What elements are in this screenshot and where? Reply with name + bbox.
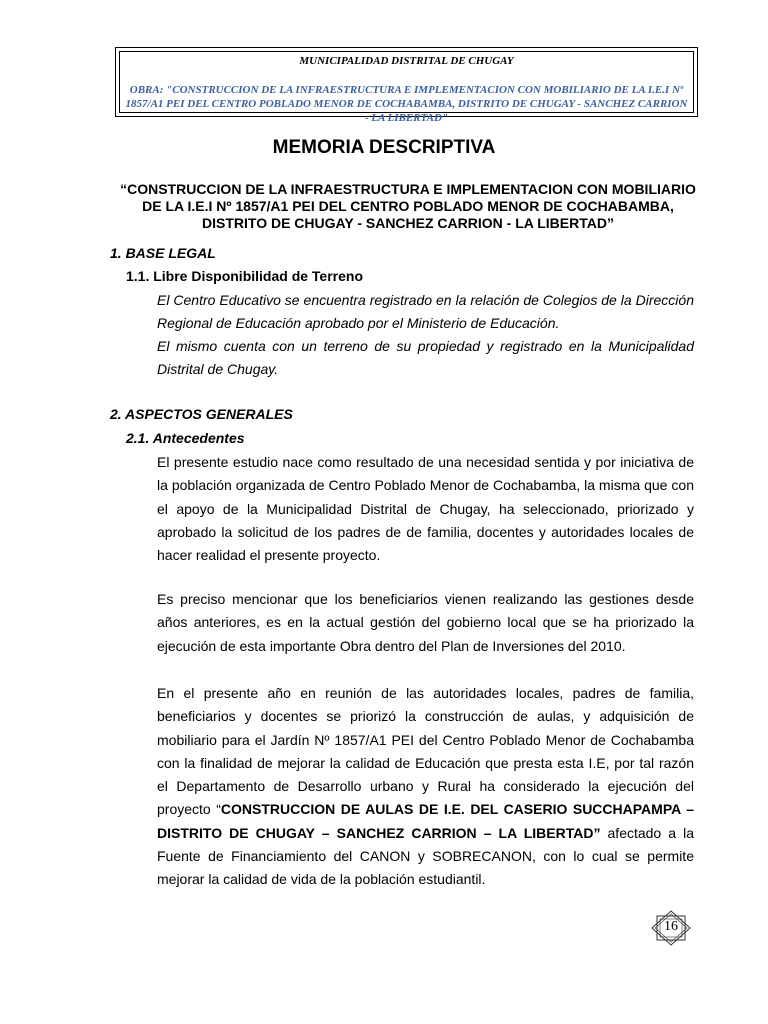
page-number-badge bbox=[651, 910, 691, 946]
section-2-1-paragraph-3 bbox=[157, 682, 694, 892]
page-header-inner-frame bbox=[119, 51, 694, 124]
section-1-1-paragraph-1: El Centro Educativo se encuentra registrado en la relación de Colegios de la Dirección Regional de Educación aprobado por el Ministerio de Educación. bbox=[157, 292, 694, 332]
paragraph-3-text-end: afectado a la Fuente de Financiamiento del CANON y SOBRECANON, con lo cual se permite mejorar la calidad de vida de la población estudiantil. bbox=[157, 824, 694, 888]
header-municipality: MUNICIPALIDAD DISTRITAL DE CHUGAY bbox=[299, 55, 514, 67]
section-1-1-heading: 1.1. Libre Disponibilidad de Terreno bbox=[126, 268, 364, 284]
section-2-heading: 2. ASPECTOS GENERALES bbox=[110, 406, 293, 422]
document-subtitle: “CONSTRUCCION DE LA INFRAESTRUCTURA E IMPLEMENTACION CON MOBILIARIO DE LA I.E.I Nº 1857/A1 PEI DEL CENTRO POBLADO MENOR DE COCHABAMBA, DISTRITO DE CHUGAY - SANCHEZ CARRION - LA LIBERTAD” bbox=[120, 181, 696, 231]
document-title: MEMORIA DESCRIPTIVA bbox=[272, 137, 496, 158]
page-number: 16 bbox=[664, 919, 678, 934]
section-2-1-paragraph-1: El presente estudio nace como resultado de una necesidad sentida y por iniciativa de la población organizada de Centro Poblado Menor de Cochabamba, la misma que con el apoyo de la Municipalidad Distrital de Chugay, ha seleccionado, priorizado y aprobado la solicitud de los padres de de familia, docentes y autoridades locales de hacer realidad el presente proyecto. bbox=[157, 454, 694, 564]
header-obra: OBRA: "CONSTRUCCION DE LA INFRAESTRUCTURA E IMPLEMENTACION CON MOBILIARIO DE LA I.E.I Nº 1857/A1 PEI DEL CENTRO POBLADO MENOR DE COCHABAMBA, DISTRITO DE CHUGAY - SANCHEZ CARRION - LA LIBERTAD" bbox=[125, 84, 688, 124]
section-2-1-paragraph-2: Es preciso mencionar que los beneficiarios vienen realizando las gestiones desde años anteriores, es en la actual gestión del gobierno local que se ha priorizado la ejecución de esta importante Obra dentro del Plan de Inversiones del 2010. bbox=[157, 591, 694, 654]
paragraph-3-project-name: CONSTRUCCION DE AULAS DE I.E. DEL CASERIO SUCCHAPAMPA – DISTRITO DE CHUGAY – SANCHEZ CARRION – LA LIBERTAD” bbox=[157, 801, 695, 841]
paragraph-3-text-start: En el presente año en reunión de las autoridades locales, padres de familia, beneficiarios y docentes se priorizó la construcción de aulas, y adquisición de mobiliario para el Jardín Nº 1857/A1 PEI del Centro Poblado Menor de Cochabamba con la finalidad de mejorar la calidad de Educación que presta esta I.E, por tal razón el Departamento de Desarrollo urbano y Rural ha considerado la ejecución del proyecto “ bbox=[157, 685, 694, 818]
section-2-1-heading: 2.1. Antecedentes bbox=[126, 430, 245, 446]
page-header-frame bbox=[115, 47, 698, 124]
section-1-heading: 1. BASE LEGAL bbox=[110, 245, 216, 261]
section-1-1-paragraph-2: El mismo cuenta con un terreno de su propiedad y registrado en la Municipalidad Distrital de Chugay. bbox=[157, 338, 694, 378]
